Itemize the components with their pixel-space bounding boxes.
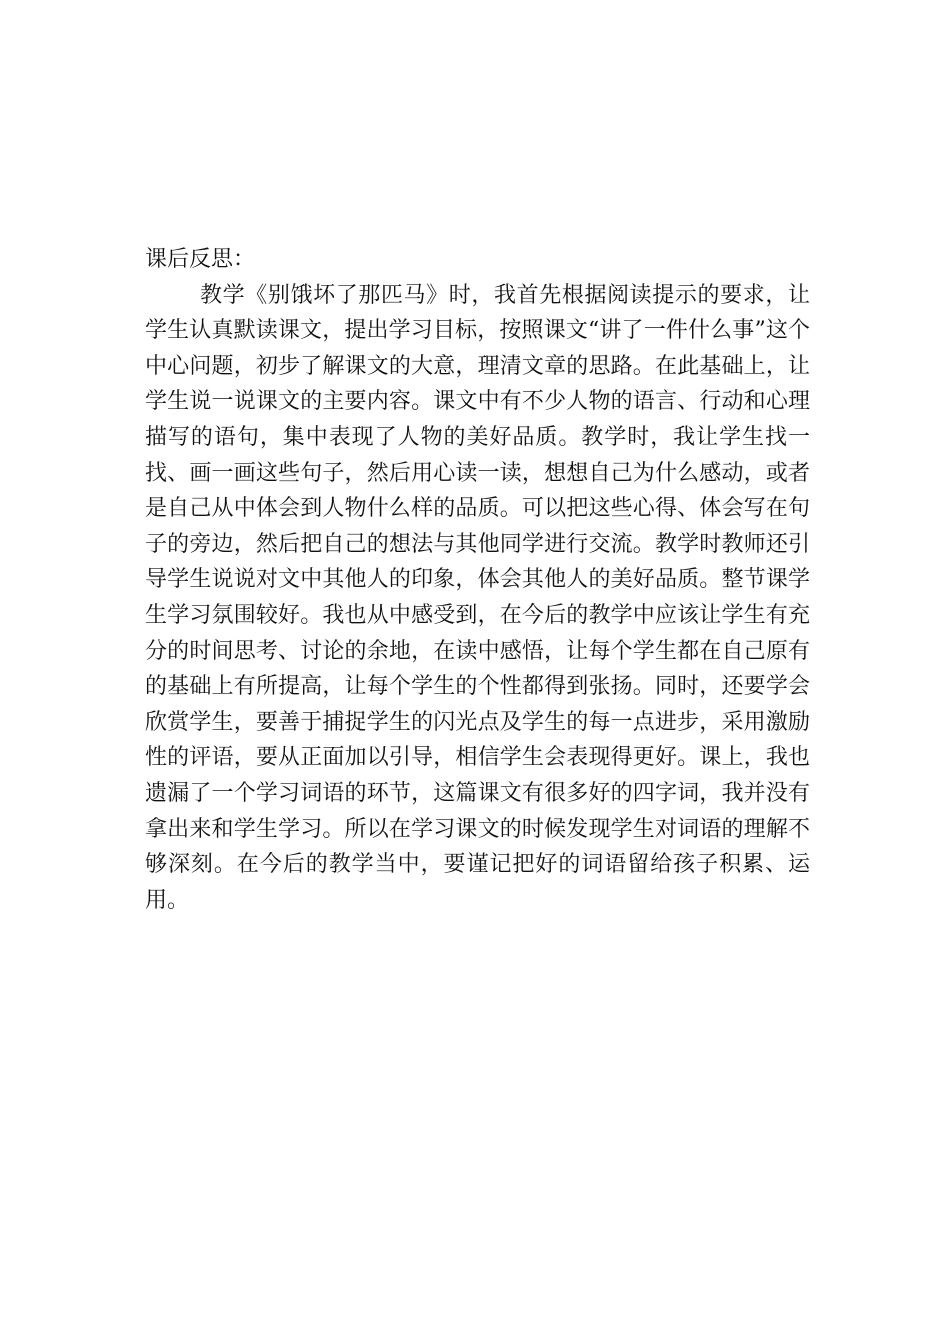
document-body xyxy=(145,242,810,918)
reflection-paragraph: 教学《别饿坏了那匹马》时，我首先根据阅读提示的要求，让学生认真默读课文，提出学习目标，按照课文“讲了一件什么事”这个中心问题，初步了解课文的大意，理清文章的思路。在此基础上，让学生说一说课文的主要内容。课文中有不少人物的语言、行动和心理描写的语句，集中表现了人物的美好品质。教学时，我让学生找一找、画一画这些句子，然后用心读一读，想想自己为什么感动，或者是自己从中体会到人物什么样的品质。可以把这些心得、体会写在句子的旁边，然后把自己的想法与其他同学进行交流。教学时教师还引导学生说说对文中其他人的印象，体会其他人的美好品质。整节课学生学习氛围较好。我也从中感受到，在今后的教学中应该让学生有充分的时间思考、讨论的余地，在读中感悟，让每个学生都在自己原有的基础上有所提高，让每个学生的个性都得到张扬。同时，还要学会欣赏学生，要善于捕捉学生的闪光点及学生的每一点进步，采用激励性的评语，要从正面加以引导，相信学生会表现得更好。课上，我也遗漏了一个学习词语的环节，这篇课文有很多好的四字词，我并没有拿出来和学生学习。所以在学习课文的时候发现学生对词语的理解不够深刻。在今后的教学当中，要谨记把好的词语留给孩子积累、运用。 xyxy=(145,282,810,913)
section-heading: 课后反思： xyxy=(145,247,256,272)
